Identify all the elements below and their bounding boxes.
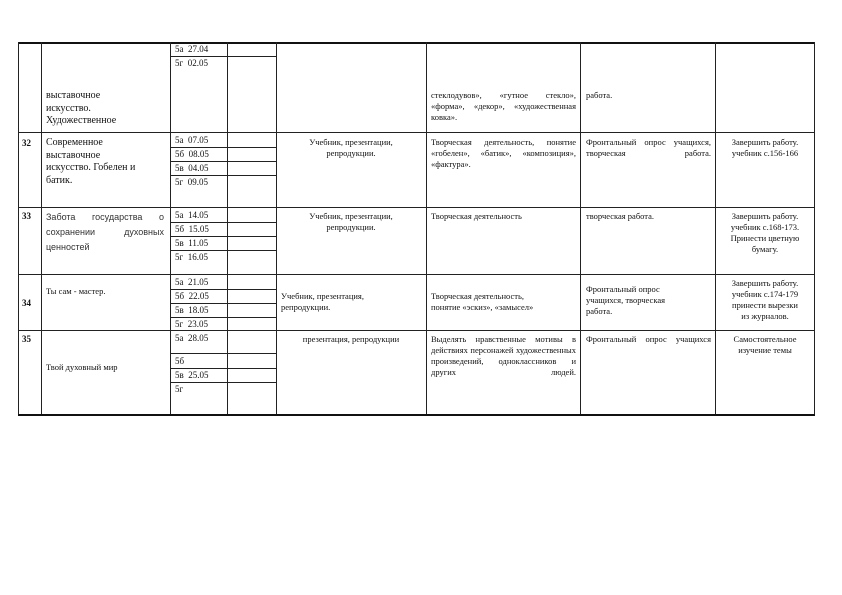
class-date: 5г (175, 384, 184, 394)
col-border (227, 42, 228, 414)
col-border (170, 42, 171, 414)
class-date: 5б 08.05 (175, 149, 209, 159)
class-date: 5г 23.05 (175, 319, 208, 329)
resources-text: Учебник, презентация, репродукции. (281, 291, 364, 312)
homework-text: Самостоятельное изучение темы (733, 334, 797, 355)
date-divider (170, 175, 276, 176)
class-date: 5б 15.05 (175, 224, 209, 234)
col-border (715, 42, 716, 414)
table-bottom-border (18, 414, 815, 416)
class-date: 5г 02.05 (175, 58, 208, 68)
col-border (276, 42, 277, 414)
control-text: Фронтальный опрос учащихся, творческая работа. (586, 284, 666, 316)
lesson-number: 34 (22, 298, 31, 308)
col-border (814, 42, 815, 414)
control-text: творческая работа. (586, 211, 654, 221)
date-divider (170, 147, 276, 148)
class-date: 5в 25.05 (175, 370, 209, 380)
class-date: 5а 27.04 (175, 44, 209, 54)
lesson-number: 35 (22, 334, 31, 344)
lesson-number: 32 (22, 138, 31, 148)
class-date: 5а 14.05 (175, 210, 209, 220)
homework-text: Завершить работу. учебник с.174-179 принести вырезки из журналов. (731, 278, 799, 321)
class-date: 5б (175, 356, 185, 366)
control-text: работа. (586, 90, 613, 100)
resources-text: презентация, репродукции (302, 334, 400, 344)
row-divider (18, 207, 815, 208)
date-divider (170, 236, 276, 237)
class-date: 5г 16.05 (175, 252, 208, 262)
row-divider (18, 132, 815, 133)
lesson-topic: Забота государства о сохранении духовных ценностей (46, 212, 164, 252)
class-date: 5а 07.05 (175, 135, 209, 145)
col-border (41, 42, 42, 414)
row-divider (18, 274, 815, 275)
col-border (580, 42, 581, 414)
date-divider (170, 317, 276, 318)
date-divider (170, 161, 276, 162)
activity-text: Выделять нравственные мотивы в действиях персонажей художественных произведений, одноклассников и других людей. (431, 334, 576, 377)
lesson-topic: Твой духовный мир (46, 362, 118, 372)
col-border (18, 42, 19, 414)
date-divider (170, 56, 276, 57)
lesson-topic: Современное выставочное искусство. Гобелен и батик. (46, 137, 136, 186)
class-date: 5б 22.05 (175, 291, 209, 301)
class-date: 5а 28.05 (175, 333, 209, 343)
resources-text: Учебник, презентации, репродукции. (309, 211, 393, 232)
class-date: 5а 21.05 (175, 277, 209, 287)
activity-text: стеклодувов», «гутное стекло», «форма», «декор», «художественная ковка». (431, 90, 576, 122)
class-date: 5г 09.05 (175, 177, 208, 187)
date-divider (170, 303, 276, 304)
activity-text: Творческая деятельность (431, 211, 522, 221)
activity-text: Творческая деятельность, понятие «эскиз», «замысел» (431, 291, 534, 312)
homework-text: Завершить работу. учебник с.168-173. Принести цветную бумагу. (730, 211, 800, 254)
control-text: Фронтальный опрос учащихся (586, 334, 711, 344)
date-divider (170, 222, 276, 223)
table-top-border (18, 42, 815, 44)
date-divider (170, 353, 276, 354)
date-divider (170, 250, 276, 251)
resources-text: Учебник, презентации, репродукции. (309, 137, 393, 158)
class-date: 5в 18.05 (175, 305, 209, 315)
lesson-number: 33 (22, 211, 31, 221)
lesson-topic: выставочное искусство. Художественное (46, 90, 117, 126)
row-divider (18, 330, 815, 331)
class-date: 5в 04.05 (175, 163, 209, 173)
date-divider (170, 382, 276, 383)
class-date: 5в 11.05 (175, 238, 209, 248)
control-text: Фронтальный опрос учащихся, творческая работа. (586, 137, 711, 158)
activity-text: Творческая деятельность, понятие «гобелен», «батик», «композиция», «фактура». (431, 137, 576, 169)
lesson-topic: Ты сам - мастер. (46, 286, 106, 296)
col-border (426, 42, 427, 414)
date-divider (170, 289, 276, 290)
date-divider (170, 368, 276, 369)
homework-text: Завершить работу. учебник с.156-166 (731, 137, 799, 158)
